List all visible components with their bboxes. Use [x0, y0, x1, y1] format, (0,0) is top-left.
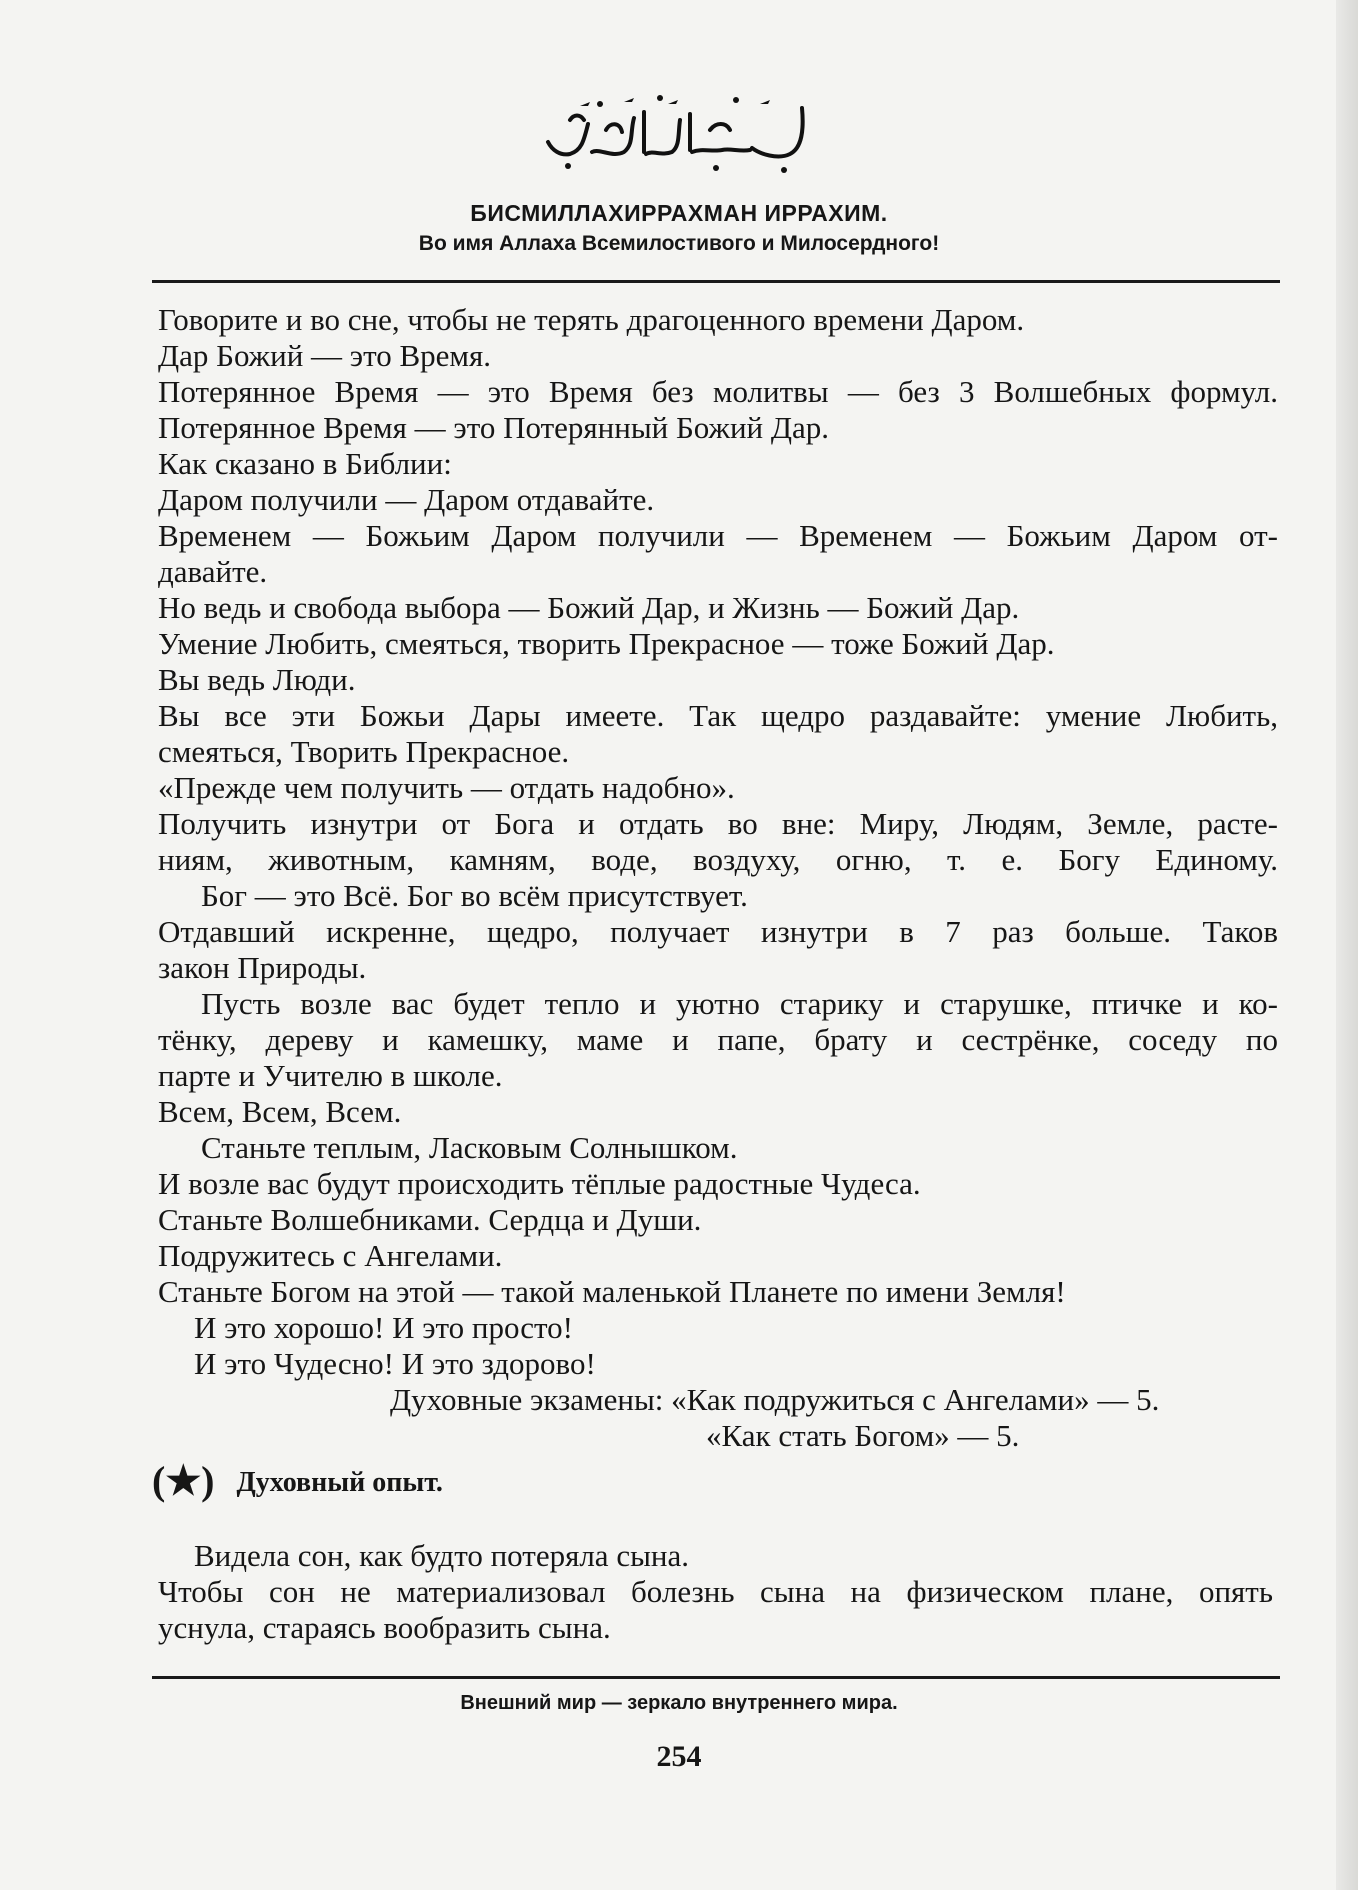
body-line: Временем — Божьим Даром получили — Временем — Божьим Даром от-: [158, 518, 1278, 553]
header-subtitle: Во имя Аллаха Всемилостивого и Милосердного!: [418, 232, 940, 255]
body-line: Духовные экзамены: «Как подружиться с Ангелами» — 5.: [390, 1382, 1160, 1417]
star-in-parentheses-icon: (★): [152, 1457, 215, 1503]
page-edge-shadow: [1336, 0, 1358, 1890]
body-line: И это Чудесно! И это здорово!: [194, 1346, 596, 1381]
body-line: смеяться, Творить Прекрасное.: [158, 734, 570, 769]
body-line: Говорите и во сне, чтобы не терять драгоценного времени Даром.: [158, 302, 1025, 337]
body-line: Станьте Волшебниками. Сердца и Души.: [158, 1202, 702, 1237]
header-title: БИСМИЛЛАХИРРАХМАН ИРРАХИМ.: [470, 200, 888, 226]
body-line: парте и Учителю в школе.: [158, 1058, 503, 1093]
page-number: 254: [656, 1740, 702, 1773]
experience-heading: [152, 1456, 443, 1504]
body-line: Получить изнутри от Бога и отдать во вне: Миру, Людям, Земле, расте-: [158, 806, 1278, 841]
body-line: «Как стать Богом» — 5.: [706, 1418, 1020, 1453]
body-line: Как сказано в Библии:: [158, 446, 452, 481]
body-line: Даром получили — Даром отдавайте.: [158, 482, 655, 517]
bismillah-calligraphy-icon: [540, 90, 820, 180]
body-line: закон Природы.: [158, 950, 367, 985]
body-line: Дар Божий — это Время.: [158, 338, 492, 373]
body-line: Отдавший искренне, щедро, получает изнутри в 7 раз больше. Таков: [158, 914, 1278, 949]
experience-line: Чтобы сон не материализовал болезнь сына на физическом плане, опять: [158, 1574, 1273, 1609]
footer-motto: Внешний мир — зеркало внутреннего мира.: [460, 1692, 898, 1714]
body-line: Станьте теплым, Ласковым Солнышком.: [201, 1130, 738, 1165]
body-line: давайте.: [158, 554, 268, 589]
bottom-rule: [152, 1676, 1280, 1679]
body-line: тёнку, дереву и камешку, маме и папе, брату и сестрёнке, соседу по: [158, 1022, 1278, 1057]
body-line: И возле вас будут происходить тёплые радостные Чудеса.: [158, 1166, 921, 1201]
experience-title: Духовный опыт.: [236, 1467, 443, 1498]
body-line: «Прежде чем получить — отдать надобно».: [158, 770, 735, 805]
body-line: Подружитесь с Ангелами.: [158, 1238, 503, 1273]
experience-line: уснула, стараясь вообразить сына.: [158, 1610, 611, 1645]
body-line: ниям, животным, камням, воде, воздуху, огню, т. е. Богу Единому.: [158, 842, 1278, 877]
experience-text: [158, 1538, 1273, 1646]
experience-line: Видела сон, как будто потеряла сына.: [194, 1538, 690, 1573]
body-line: Бог — это Всё. Бог во всём присутствует.: [201, 878, 748, 913]
body-line: Вы все эти Божьи Дары имеете. Так щедро раздавайте: умение Любить,: [158, 698, 1278, 733]
body-line: Всем, Всем, Всем.: [158, 1094, 402, 1129]
body-line: Пусть возле вас будет тепло и уютно старику и старушке, птичке и ко-: [201, 986, 1278, 1021]
body-line: Потерянное Время — это Потерянный Божий Дар.: [158, 410, 830, 445]
body-line: Станьте Богом на этой — такой маленькой Планете по имени Земля!: [158, 1274, 1066, 1309]
body-line: Потерянное Время — это Время без молитвы — без 3 Волшебных формул.: [158, 374, 1278, 409]
body-line: Но ведь и свобода выбора — Божий Дар, и Жизнь — Божий Дар.: [158, 590, 1020, 625]
main-text: [158, 302, 1278, 1454]
top-rule: [152, 280, 1280, 283]
body-line: Умение Любить, смеяться, творить Прекрасное — тоже Божий Дар.: [158, 626, 1055, 661]
body-line: Вы ведь Люди.: [158, 662, 356, 697]
body-line: И это хорошо! И это просто!: [194, 1310, 574, 1345]
